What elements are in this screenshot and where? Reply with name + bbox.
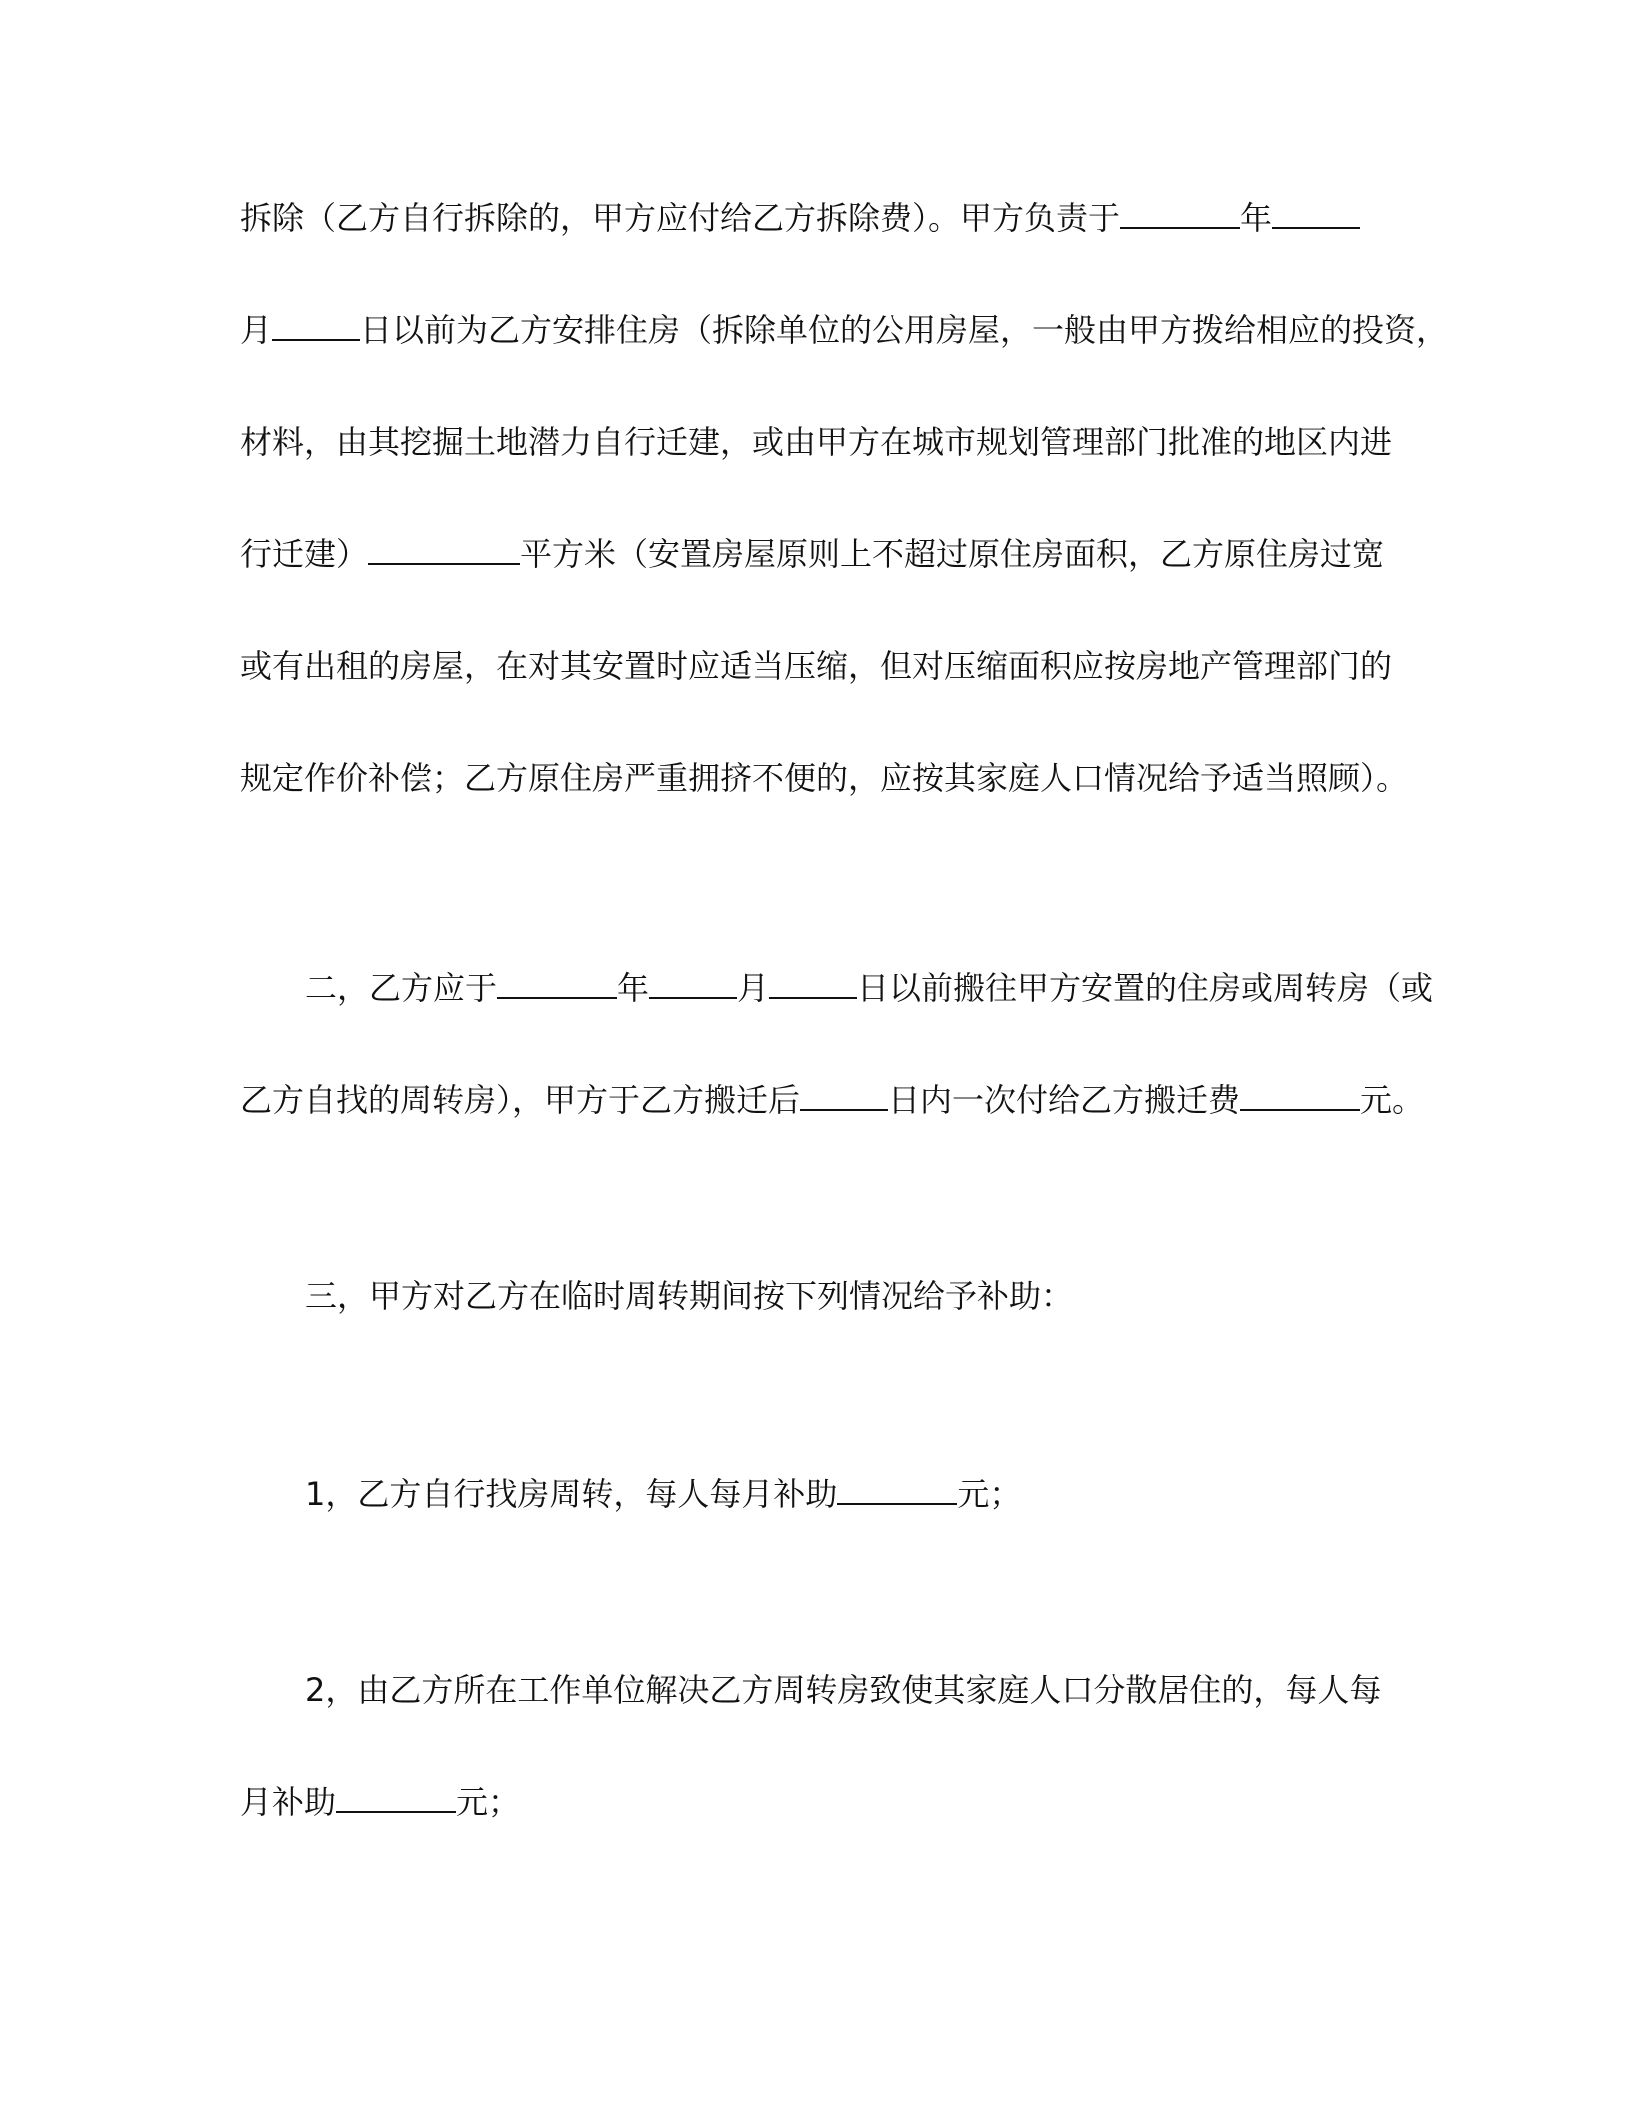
blank-day (272, 313, 360, 341)
item2-line1: 2，由乙方所在工作单位解决乙方周转房致使其家庭人口分散居住的，每人每 (305, 1671, 1382, 1709)
para2-line2: 乙方自找的周转房），甲方于乙方搬迁后 日内一次付给乙方搬迁费 元。 (240, 1081, 1425, 1119)
item2-line2: 月补助 元； (240, 1783, 521, 1821)
blank-year (497, 971, 617, 999)
blank-month (649, 971, 737, 999)
blank-amount (1240, 1083, 1360, 1111)
para1-line5: 或有出租的房屋，在对其安置时应适当压缩，但对压缩面积应按房地产管理部门的 (240, 647, 1393, 685)
blank-amount (837, 1477, 957, 1505)
para1-line2: 月 日以前为乙方安排住房（拆除单位的公用房屋，一般由甲方拨给相应的投资， (240, 311, 1449, 349)
blank-month (1272, 201, 1360, 229)
blank-day (769, 971, 857, 999)
para1-line4: 行迁建） 平方米（安置房屋原则上不超过原住房面积，乙方原住房过宽 (240, 535, 1385, 573)
item1-line1: 1，乙方自行找房周转，每人每月补助 元； (305, 1475, 1022, 1513)
para3-line1: 三，甲方对乙方在临时周转期间按下列情况给予补助： (305, 1277, 1074, 1315)
para1-line3: 材料，由其挖掘土地潜力自行迁建，或由甲方在城市规划管理部门批准的地区内进 (240, 423, 1393, 461)
para2-line1: 二，乙方应于 年 月 日以前搬往甲方安置的住房或周转房（或 (305, 969, 1434, 1007)
blank-area (368, 537, 520, 565)
para1-line6: 规定作价补偿；乙方原住房严重拥挤不便的，应按其家庭人口情况给予适当照顾）。 (240, 759, 1409, 797)
blank-year (1120, 201, 1240, 229)
blank-days (800, 1083, 888, 1111)
para1-line1: 拆除（乙方自行拆除的，甲方应付给乙方拆除费）。甲方负责于 年 (240, 198, 1400, 238)
blank-amount (336, 1785, 456, 1813)
